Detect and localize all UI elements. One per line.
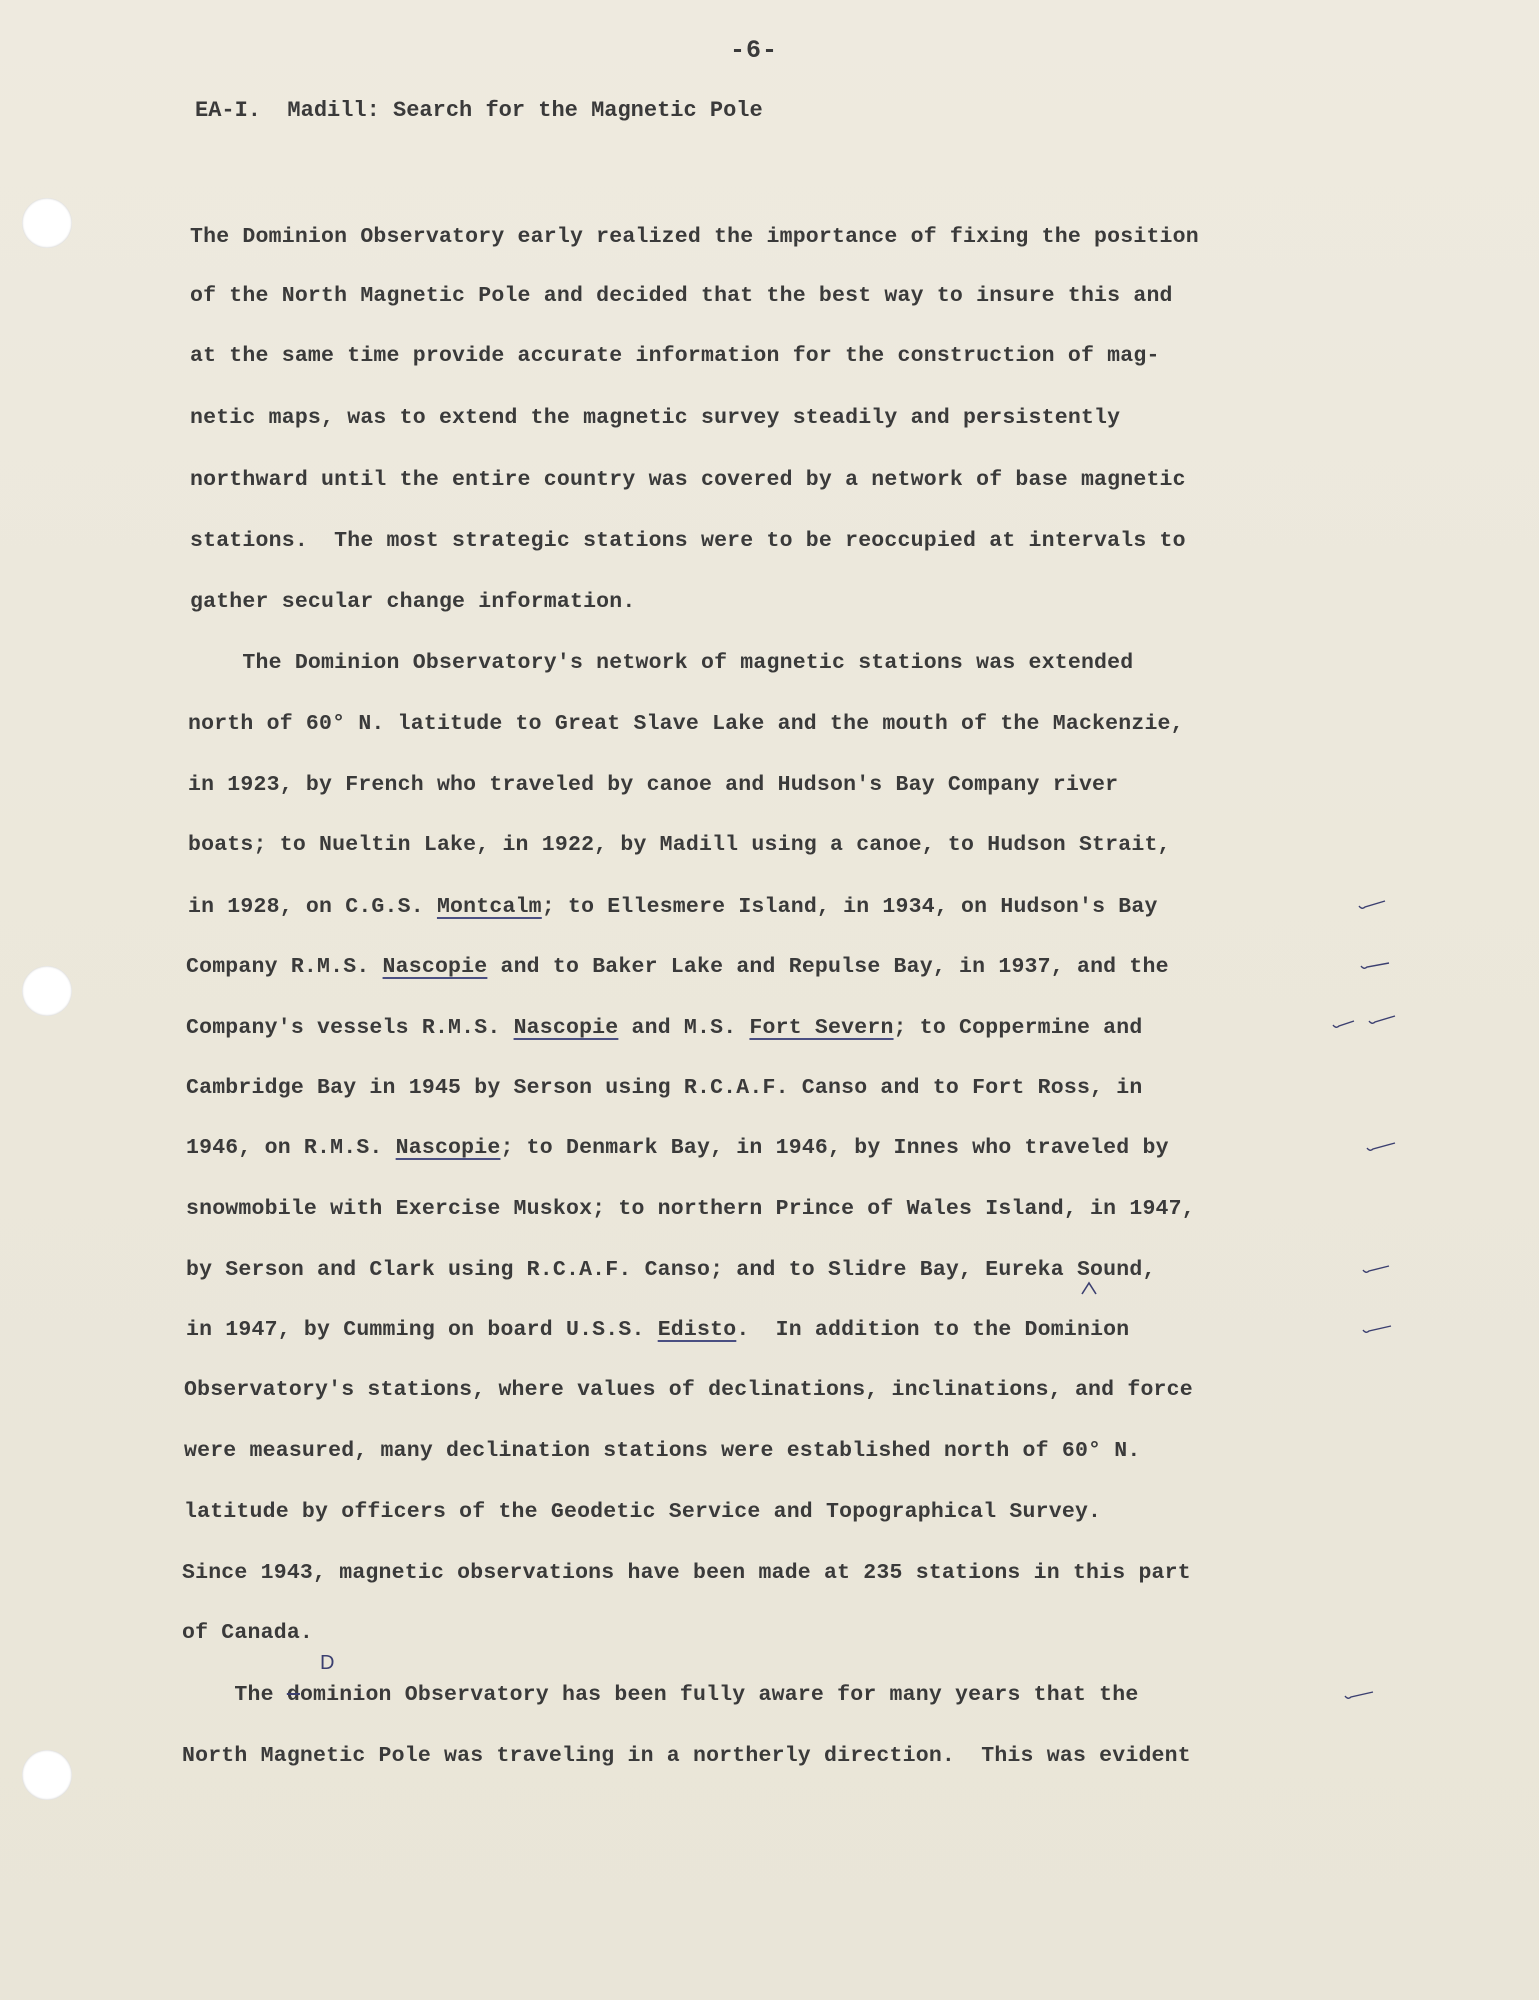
vessel-name: Edisto <box>657 1318 737 1342</box>
margin-tick-icon <box>1360 958 1388 972</box>
text-line: snowmobile with Exercise Muskox; to northern Prince of Wales Island, in 1947, <box>186 1197 1195 1221</box>
text-line: The dominion Observatory has been fully aware for many years that the <box>182 1683 1139 1707</box>
punch-hole <box>22 198 72 248</box>
vessel-name: Montcalm <box>436 895 542 919</box>
text-line: in 1947, by Cumming on board U.S.S. Edisto. In addition to the Dominion <box>186 1318 1130 1342</box>
text-line: of Canada. <box>182 1621 314 1645</box>
margin-tick-icon <box>1366 1140 1394 1154</box>
text-line: boats; to Nueltin Lake, in 1922, by Madill using a canoe, to Hudson Strait, <box>188 833 1171 857</box>
text-line: Company's vessels R.M.S. Nascopie and M.S. Fort Severn; to Coppermine and <box>186 1016 1143 1040</box>
margin-tick-icon <box>1362 1262 1390 1276</box>
text-line: The Dominion Observatory's network of magnetic stations was extended <box>190 651 1134 675</box>
text-line: in 1923, by French who traveled by canoe and Hudson's Bay Company river <box>188 773 1119 797</box>
margin-tick-icon <box>1358 898 1386 912</box>
punch-hole <box>22 966 72 1016</box>
vessel-name: Nascopie <box>513 1016 619 1040</box>
text-line: were measured, many declination stations were established north of 60° N. <box>184 1439 1141 1463</box>
text-line: in 1928, on C.G.S. Montcalm; to Ellesmere Island, in 1934, on Hudson's Bay <box>188 895 1158 919</box>
section-header: EA-I. Madill: Search for the Magnetic Pole <box>195 98 763 123</box>
margin-tick-icon <box>1344 1688 1372 1702</box>
caret-insert-mark <box>1080 1280 1098 1296</box>
text-line: stations. The most strategic stations were to be reoccupied at intervals to <box>190 529 1186 553</box>
punch-hole <box>22 1750 72 1800</box>
margin-tick-icon <box>1368 1013 1396 1027</box>
margin-tick-icon <box>1332 1017 1360 1031</box>
text-line: of the North Magnetic Pole and decided that the best way to insure this and <box>190 284 1173 308</box>
struck-letter: d <box>286 1683 300 1707</box>
text-line: gather secular change information. <box>190 590 636 614</box>
vessel-name: Nascopie <box>382 955 488 979</box>
vessel-name: Fort Severn <box>749 1016 894 1040</box>
text-line: northward until the entire country was covered by a network of base magnetic <box>190 468 1186 492</box>
text-line: Observatory's stations, where values of declinations, inclinations, and force <box>184 1378 1193 1402</box>
text-line: at the same time provide accurate information for the construction of mag- <box>190 344 1160 368</box>
handwritten-correction: D <box>320 1652 335 1674</box>
text-line: North Magnetic Pole was traveling in a northerly direction. This was evident <box>182 1744 1191 1768</box>
vessel-name: Nascopie <box>395 1136 501 1160</box>
margin-tick-icon <box>1362 1322 1390 1336</box>
text-line: Cambridge Bay in 1945 by Serson using R.C.A.F. Canso and to Fort Ross, in <box>186 1076 1143 1100</box>
text-line: netic maps, was to extend the magnetic survey steadily and persistently <box>190 406 1121 430</box>
text-line: Since 1943, magnetic observations have been made at 235 stations in this part <box>182 1561 1191 1585</box>
text-line: by Serson and Clark using R.C.A.F. Canso; and to Slidre Bay, Eureka Sound, <box>186 1258 1156 1282</box>
text-line: Company R.M.S. Nascopie and to Baker Lake and Repulse Bay, in 1937, and the <box>186 955 1169 979</box>
text-line: The Dominion Observatory early realized the importance of fixing the position <box>190 225 1199 249</box>
text-line: north of 60° N. latitude to Great Slave Lake and the mouth of the Mackenzie, <box>188 712 1184 736</box>
text-line: latitude by officers of the Geodetic Service and Topographical Survey. <box>184 1500 1102 1524</box>
page-number: -6- <box>730 36 779 65</box>
text-line: 1946, on R.M.S. Nascopie; to Denmark Bay, in 1946, by Innes who traveled by <box>186 1136 1169 1160</box>
